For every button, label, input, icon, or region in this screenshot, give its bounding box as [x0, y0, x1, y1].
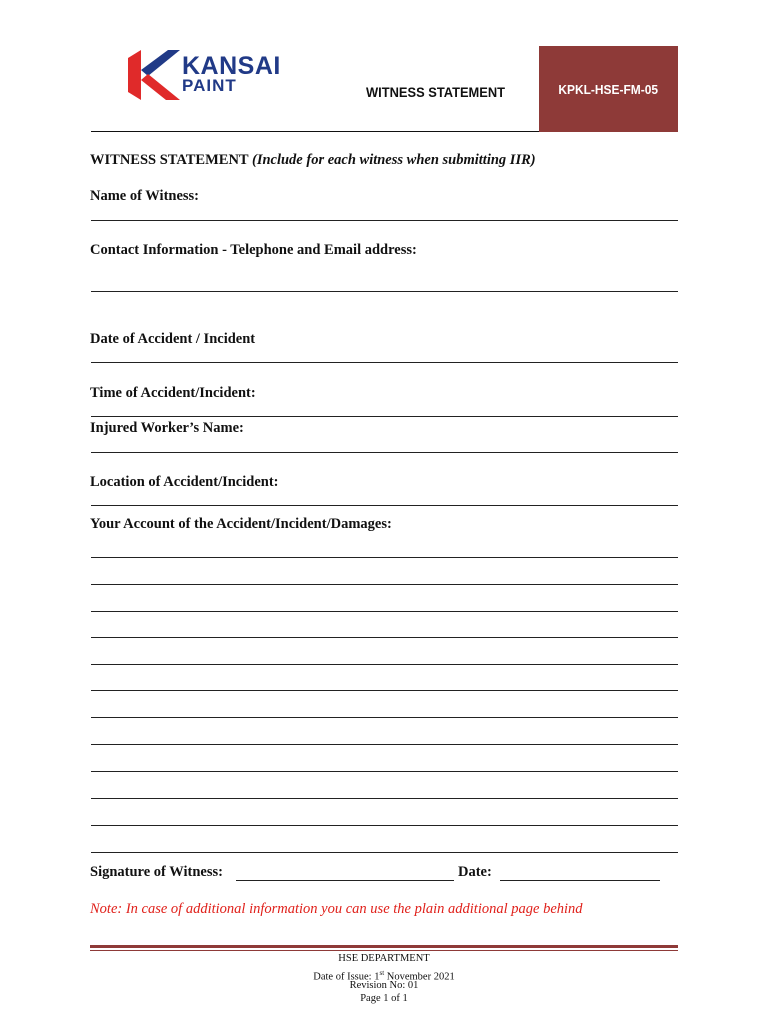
account-line[interactable] [91, 690, 678, 691]
footer-divider [90, 945, 678, 948]
injured-worker-field[interactable] [91, 452, 678, 453]
incident-time-label: Time of Accident/Incident: [90, 385, 256, 401]
account-line[interactable] [91, 664, 678, 665]
signature-date-field[interactable] [500, 880, 660, 881]
issue-prefix: Date of Issue: 1 [313, 971, 380, 983]
incident-date-label: Date of Accident / Incident [90, 331, 256, 347]
contact-info-label: Contact Information - Telephone and Email address: [90, 242, 417, 258]
logo-text-kansai: KANSAI [182, 52, 281, 80]
kansai-logo-mark-icon [128, 50, 180, 100]
issue-suffix: November 2021 [384, 971, 455, 983]
footer-page-number: Page 1 of 1 [360, 993, 408, 1004]
logo-text-paint: PAINT [182, 76, 237, 95]
incident-location-field[interactable] [91, 505, 678, 506]
header-divider [91, 131, 539, 132]
incident-time-field[interactable] [91, 416, 678, 417]
section-heading [90, 152, 536, 169]
incident-date-field[interactable] [91, 362, 678, 363]
document-title: WITNESS STATEMENT [366, 84, 506, 100]
account-line[interactable] [91, 825, 678, 826]
account-line[interactable] [91, 798, 678, 799]
footer-revision: Revision No: 01 [349, 980, 419, 991]
signature-date-label: Date: [458, 864, 492, 880]
account-line[interactable] [91, 744, 678, 745]
section-title: WITNESS STATEMENT [90, 152, 249, 168]
witness-name-field[interactable] [91, 220, 678, 221]
issue-sup: st [379, 969, 385, 977]
account-line[interactable] [91, 637, 678, 638]
account-line[interactable] [91, 611, 678, 612]
document-code-badge [539, 46, 678, 132]
additional-info-note: Note: In case of additional information you can use the plain additional page behind [90, 901, 583, 917]
incident-location-label: Location of Accident/Incident: [90, 474, 279, 490]
account-line[interactable] [91, 717, 678, 718]
account-line[interactable] [91, 584, 678, 585]
section-subtitle: (Include for each witness when submitting IIR) [251, 152, 536, 168]
signature-label: Signature of Witness: [90, 864, 223, 880]
document-code: KPKL-HSE-FM-05 [558, 81, 659, 97]
account-label: Your Account of the Accident/Incident/Damages: [90, 516, 392, 532]
injured-worker-label: Injured Worker’s Name: [90, 420, 244, 436]
contact-info-field[interactable] [91, 291, 678, 292]
witness-name-label: Name of Witness: [90, 188, 200, 204]
account-line[interactable] [91, 852, 678, 853]
signature-field[interactable] [236, 880, 454, 881]
footer-divider-thin [90, 950, 678, 951]
account-line[interactable] [91, 557, 678, 558]
account-line[interactable] [91, 771, 678, 772]
footer-department: HSE DEPARTMENT [338, 953, 430, 964]
